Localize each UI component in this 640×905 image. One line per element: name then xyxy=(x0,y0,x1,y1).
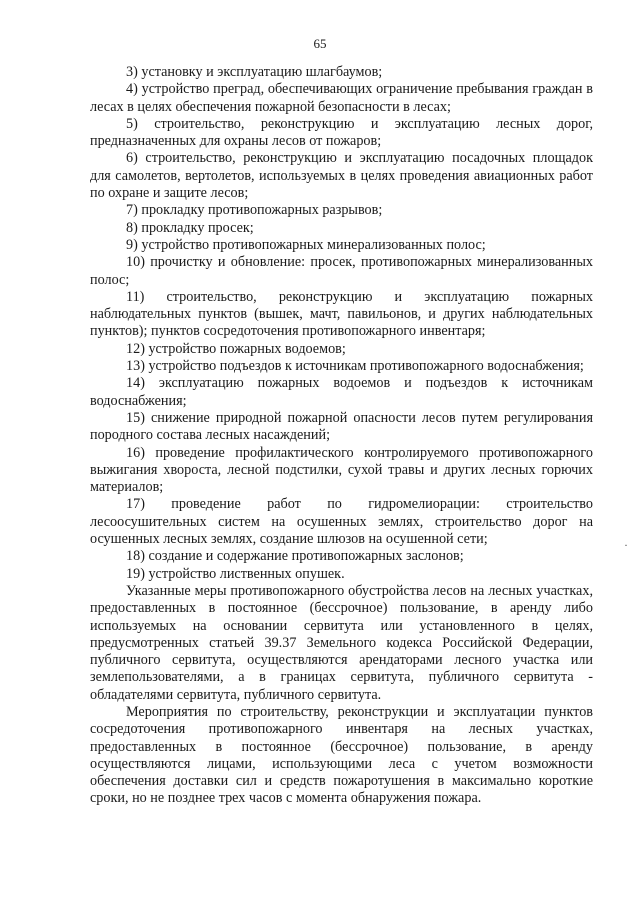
list-item-9: 9) устройство противопожарных минерализованных полос; xyxy=(126,236,486,253)
page-number: 65 xyxy=(313,36,327,51)
list-item-6: 6) строительство, реконструкцию и эксплуатацию посадочных площадок для самолетов, вертолетов, используемых в целях проведения авиационных работ по охране и защите лесов; xyxy=(90,150,593,202)
list-item-16: 16) проведение профилактического контролируемого противопожарного выжигания хвороста, лесной подстилки, сухой травы и других лесных горючих материалов; xyxy=(90,444,593,496)
document-body xyxy=(90,64,593,808)
list-item-3: 3) установку и эксплуатацию шлагбаумов; xyxy=(126,64,383,80)
margin-dot-mark: · xyxy=(624,538,628,552)
list-item-14: 14) эксплуатацию пожарных водоемов и подъездов к источникам водоснабжения; xyxy=(90,375,593,409)
list-item-7: 7) прокладку противопожарных разрывов; xyxy=(126,202,383,219)
list-item-12: 12) устройство пожарных водоемов; xyxy=(126,340,346,357)
list-item-15: 15) снижение природной пожарной опасности лесов путем регулирования породного состава лесных насаждений; xyxy=(90,409,593,444)
list-item-17: 17) проведение работ по гидромелиорации: строительство лесоосушительных систем на осушенных землях, строительство дорог на осушенных лесных землях, создание шлюзов на осушенной сети; xyxy=(90,496,593,548)
list-item-11: 11) строительство, реконструкцию и эксплуатацию пожарных наблюдательных пунктов (вышек, мачт, павильонов, и других наблюдательных пунктов); пунктов сосредоточения противопожарного инвентаря; xyxy=(90,288,593,340)
list-item-18: 18) создание и содержание противопожарных заслонов; xyxy=(126,548,464,565)
body-paragraph-measures: Указанные меры противопожарного обустройства лесов на лесных участках, предоставленных в постоянное (бессрочное) пользование, в аренду либо используемых на основании сервитута или установленного в целях, предусмотренных статьей 39.37 Земельного кодекса Российской Федерации, публичного сервитута, осуществляются арендаторами лесного участка или землепользователями, а в границах сервитута, публичного сервитута - обладателями сервитута, публичного сервитута. xyxy=(90,582,593,703)
list-item-13: 13) устройство подъездов к источникам противопожарного водоснабжения; xyxy=(126,358,584,375)
body-paragraph-activities: Мероприятия по строительству, реконструкции и эксплуатации пунктов сосредоточения противопожарного инвентаря на лесных участках, предоставленных в постоянное (бессрочное) пользование, в аренду осуществляются лицами, использующими леса с учетом возможности обеспечения доставки сил и средств пожаротушения в максимально короткие сроки, но не позднее трех часов с момента обнаружения пожара. xyxy=(90,703,593,807)
list-item-10: 10) прочистку и обновление: просек, противопожарных минерализованных полос; xyxy=(90,254,593,288)
list-item-19: 19) устройство лиственных опушек. xyxy=(126,565,345,582)
list-item-4: 4) устройство преград, обеспечивающих ограничение пребывания граждан в лесах в целях обеспечения пожарной безопасности в лесах; xyxy=(90,81,593,115)
list-item-8: 8) прокладку просек; xyxy=(126,219,254,236)
list-item-5: 5) строительство, реконструкцию и эксплуатацию лесных дорог, предназначенных для охраны лесов от пожаров; xyxy=(90,115,593,150)
